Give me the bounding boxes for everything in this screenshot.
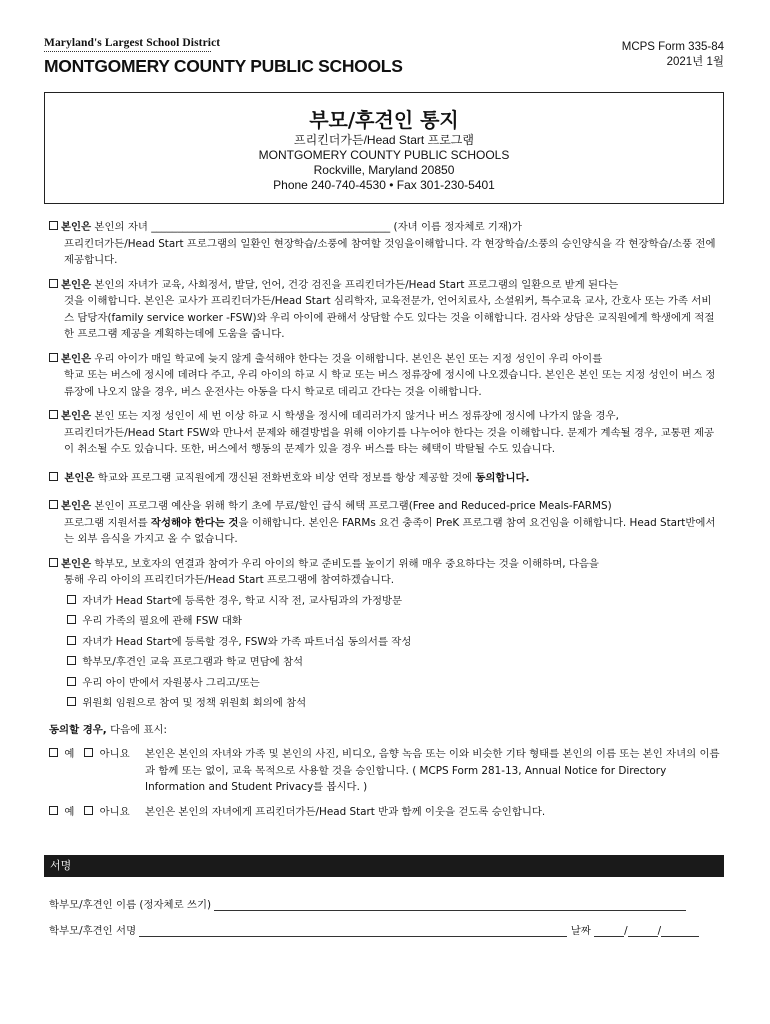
district-name: MONTGOMERY COUNTY PUBLIC SCHOOLS bbox=[44, 56, 403, 76]
section-lead: 본인은 bbox=[61, 557, 92, 570]
yes-checkbox[interactable] bbox=[49, 806, 58, 815]
consent-options bbox=[49, 804, 145, 821]
date-day-field[interactable] bbox=[628, 924, 658, 937]
section-text: 본인 또는 지정 성인이 세 번 이상 하교 시 학생을 정시에 데리러가지 않거나 버스 정류장에 정시에 나가지 않을 경우, bbox=[91, 410, 619, 422]
consent-heading bbox=[49, 722, 721, 739]
section-text bbox=[49, 515, 721, 548]
agreement-body bbox=[49, 219, 721, 826]
involvement-item bbox=[67, 675, 721, 692]
involvement-item bbox=[67, 613, 721, 630]
section-lead: 본인은 bbox=[61, 278, 92, 291]
involvement-item-label: 자녀가 Head Start에 등록한 경우, 학교 시작 전, 교사팀과의 가정방문 bbox=[82, 594, 403, 607]
org-address: Rockville, Maryland 20850 bbox=[313, 163, 455, 177]
org-name: MONTGOMERY COUNTY PUBLIC SCHOOLS bbox=[258, 148, 510, 162]
section-lead: 본인은 bbox=[61, 410, 92, 422]
form-date: 2021년 1월 bbox=[666, 56, 724, 68]
consent-text: 본인은 본인의 자녀에게 프리킨더가든/Head Start 반과 함께 이웃을 걷도록 승인합니다. bbox=[145, 805, 546, 818]
section-contact-info bbox=[49, 470, 721, 487]
section-text: 프리킨더가든/Head Start 프로그램의 일환인 현장학습/소풍에 참여할 것임을이해합니다. 각 현장학습/소풍의 승인양식을 각 현장학습/소풍 전에 제공합니다. bbox=[64, 237, 716, 266]
section-lead: 본인은 bbox=[61, 500, 92, 512]
consent-heading-bold: 동의할 경우, bbox=[49, 723, 107, 736]
child-name-field[interactable]: ______________________________________________ bbox=[151, 221, 391, 233]
involvement-item bbox=[67, 695, 721, 712]
consent-text: 본인은 본인의 자녀와 가족 및 본인의 사진, 비디오, 음향 녹음 또는 이와 비슷한 기타 형태를 본인의 이름 또는 본인 자녀의 이름과 함께 또는 없이, 교육 목적으로 사용할 것을 승인합니다. ( MCPS Form 281-13, Annual Notice for Directory Information and Student Privacy를 봅시다. ) bbox=[145, 748, 720, 793]
section-text-bold: 동의합니다. bbox=[475, 471, 530, 484]
section-text: 프리킨더가든/Head Start FSW와 만나서 문제와 해결방법을 위해 이야기를 나누어야 한다는 것을 이해합니다. 문제가 계속될 경우, 교통편 제공이 취소될 수도 있습니다. 또한, 버스에서 행동의 문제가 있을 경우 버스를 타는 혜택이 박탈될 수도 있습니다. bbox=[64, 426, 715, 455]
date-separator: / bbox=[624, 925, 628, 937]
section-text: 우리 아이가 매일 학교에 늦지 않게 출석해야 한다는 것을 이해합니다. 본인은 본인 또는 지정 성인이 우리 아이를 bbox=[91, 352, 603, 365]
parent-signature-row bbox=[49, 922, 699, 937]
involvement-item-label: 위원회 임원으로 참여 및 정책 위원회 회의에 참석 bbox=[82, 697, 307, 709]
section-text: 본인의 자녀가 교육, 사회정서, 발달, 언어, 건강 검진을 프리킨더가든/Head Start 프로그램의 일환으로 받게 된다는 bbox=[91, 278, 619, 291]
section-lead: 본인은 bbox=[64, 471, 95, 484]
consent-options bbox=[49, 746, 145, 796]
yes-label: 예 bbox=[64, 748, 75, 760]
parent-name-field[interactable] bbox=[214, 898, 686, 911]
checkbox[interactable] bbox=[49, 500, 58, 509]
parent-signature-field[interactable] bbox=[139, 924, 567, 937]
checkbox[interactable] bbox=[49, 279, 58, 288]
parent-name-label: 학부모/후견인 이름 (정자체로 쓰기) bbox=[49, 899, 212, 911]
checkbox[interactable] bbox=[67, 615, 76, 624]
signature-header: 서명 bbox=[44, 855, 724, 877]
form-number: MCPS Form 335-84 bbox=[621, 41, 724, 53]
date-month-field[interactable] bbox=[594, 924, 624, 937]
involvement-item bbox=[67, 634, 721, 651]
section-involvement bbox=[49, 556, 721, 589]
involvement-item-label: 우리 가족의 필요에 관해 FSW 대화 bbox=[82, 615, 242, 627]
no-label: 아니요 bbox=[99, 748, 130, 760]
involvement-item bbox=[67, 593, 721, 610]
section-lead: 본인은 bbox=[61, 221, 92, 233]
program-name: 프리킨더가든/Head Start 프로그램 bbox=[294, 133, 474, 147]
section-text: 본인의 자녀 bbox=[91, 221, 152, 233]
section-screenings bbox=[49, 277, 721, 343]
section-text: 프로그램 지원서를 bbox=[64, 516, 151, 529]
yes-checkbox[interactable] bbox=[49, 748, 58, 757]
checkbox[interactable] bbox=[67, 697, 76, 706]
consent-walk bbox=[49, 804, 721, 821]
section-text: 통해 우리 아이의 프리킨더가든/Head Start 프로그램에 참여하겠습니다. bbox=[64, 574, 395, 586]
involvement-item-label: 우리 아이 반에서 자원봉사 그리고/또는 bbox=[82, 676, 260, 689]
yes-label: 예 bbox=[64, 805, 75, 818]
date-label: 날짜 bbox=[570, 925, 591, 937]
section-lead: 본인은 bbox=[61, 352, 92, 365]
checkbox[interactable] bbox=[49, 353, 58, 362]
org-contact: Phone 240-740-4530 • Fax 301-230-5401 bbox=[273, 178, 495, 192]
parent-signature-label: 학부모/후견인 서명 bbox=[49, 925, 137, 937]
title-box bbox=[44, 92, 724, 204]
checkbox[interactable] bbox=[49, 472, 58, 481]
checkbox[interactable] bbox=[49, 558, 58, 567]
checkbox[interactable] bbox=[67, 636, 76, 645]
involvement-item bbox=[67, 654, 721, 671]
checkbox[interactable] bbox=[49, 410, 58, 419]
parent-name-row bbox=[49, 896, 686, 911]
section-pickup bbox=[49, 408, 721, 458]
page-title: 부모/후견인 통지 bbox=[309, 108, 459, 132]
section-text: 것을 이해합니다. 본인은 교사가 프리킨더가든/Head Start 심리학자, 교육전문가, 언어치료사, 소셜워커, 특수교육 교사, 간호사 또는 가족 서비스 담당자(family service worker -FSW)와 우리 아이에 관해서 상담할 수도 있다는 것을 이해합니다. 검사와 상담은 교직원에게 학생에게 적절한 프로그램 제공을 계획하는데에 도움을 줍니다. bbox=[64, 295, 715, 340]
checkbox[interactable] bbox=[67, 595, 76, 604]
district-tagline: Maryland's Largest School District bbox=[44, 37, 221, 49]
checkbox[interactable] bbox=[67, 677, 76, 686]
section-text-bold: 작성해야 한다는 것 bbox=[150, 516, 239, 529]
section-text: 학부모, 보호자의 연결과 참여가 우리 아이의 학교 준비도를 높이기 위해 매우 중요하다는 것을 이해하며, 다음을 bbox=[91, 557, 599, 570]
section-attendance bbox=[49, 351, 721, 401]
date-separator: / bbox=[657, 925, 662, 937]
section-field-trips bbox=[49, 219, 721, 269]
no-checkbox[interactable] bbox=[84, 806, 93, 815]
date-year-field[interactable] bbox=[661, 924, 699, 937]
checkbox[interactable] bbox=[49, 221, 58, 230]
section-text: 학교 또는 버스에 정시에 데려다 주고, 우리 아이의 하교 시 학교 또는 버스 정류장에 정시에 나오겠습니다. 본인은 본인 또는 지정 성인이 버스 정류장에 나오지 않을 경우, 버스 운전사는 아동을 다시 학교로 데리고 간다는 것을 이해합니다. bbox=[64, 369, 716, 398]
section-text: 학교와 프로그램 교직원에게 갱신된 전화번호와 비상 연락 정보를 항상 제공할 것에 bbox=[94, 471, 476, 484]
section-text: 을 이해합니다. 본인은 FARMs 요건 충족이 PreK 프로그램 참여 요건임을 이해합니다. Head Start반에서는 외부 음식을 가지고 올 수 없습니다. bbox=[64, 516, 716, 545]
consent-media bbox=[49, 746, 721, 796]
no-checkbox[interactable] bbox=[84, 748, 93, 757]
checkbox[interactable] bbox=[67, 656, 76, 665]
tagline-divider bbox=[44, 51, 211, 52]
no-label: 아니요 bbox=[99, 805, 130, 818]
section-farms bbox=[49, 498, 721, 548]
form-number-block bbox=[622, 40, 724, 70]
involvement-item-label: 학부모/후견인 교육 프로그램과 학교 면담에 참석 bbox=[82, 656, 304, 668]
section-text: (자녀 이름 정자체로 기재)가 bbox=[390, 221, 522, 233]
involvement-item-label: 자녀가 Head Start에 등록할 경우, FSW와 가족 파트너십 동의서를 작성 bbox=[82, 635, 412, 648]
consent-heading-text: 다음에 표시: bbox=[106, 723, 168, 736]
section-text: 본인이 프로그램 예산을 위해 학기 초에 무료/할인 급식 혜택 프로그램(Free and Reduced-price Meals-FARMS) bbox=[91, 500, 612, 512]
